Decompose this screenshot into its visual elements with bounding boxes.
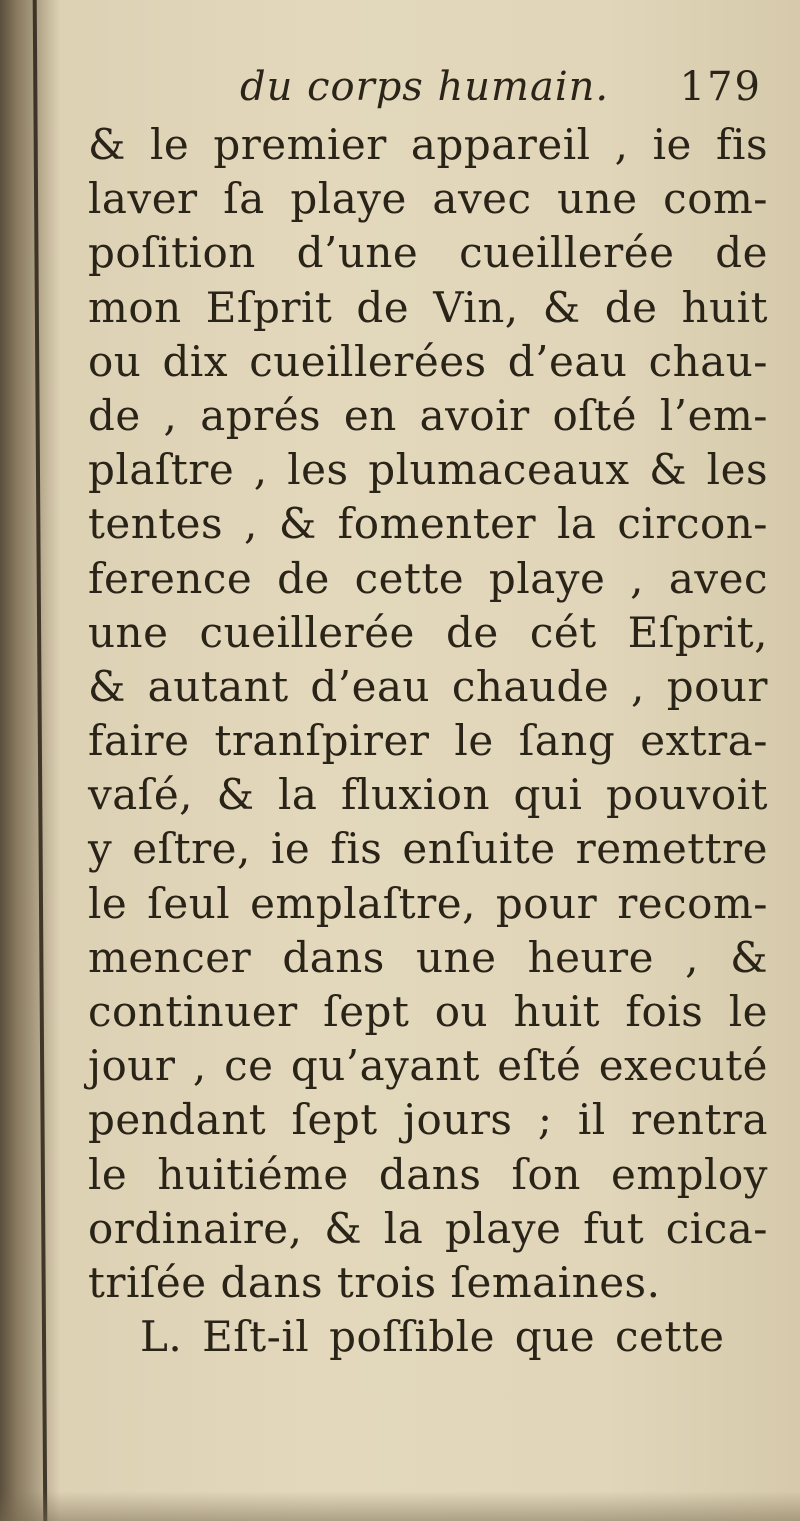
text-line: faire tranſpirer le ſang extra- [88,716,768,766]
text-line: vaſé, & la fluxion qui pouvoit [88,770,768,820]
text-line: continuer ſept ou huit fois le [88,987,768,1036]
text-line: le ſeul emplaſtre, pour recom- [88,878,768,928]
text-line: triſée dans trois ſemaines. [88,1257,661,1307]
text-line: pendant ſept jours ; il rentra [88,1095,768,1145]
binding-shadow [0,0,60,1521]
text-line: plaſtre , les plumaceaux & les [88,445,768,495]
page-number: 179 [679,64,762,110]
text-line: tentes , & fomenter la circon- [88,499,768,549]
text-line: ference de cette playe , avec [88,553,768,603]
text-line: poſition d’une cueillerée de [88,228,768,278]
text-line: mon Eſprit de Vin, & de huit [88,282,768,332]
text-line: laver ſa playe avec une com- [88,174,768,224]
text-line: ordinaire, & la playe fut cica- [88,1203,768,1253]
text-line: L. Eſt-il poſſible que cette [140,1312,725,1362]
text-line: le huitiéme dans ſon employ [88,1149,768,1199]
text-line: mencer dans une heure , & [88,932,768,982]
text-line: & le premier appareil , ie fis [88,120,768,169]
running-head [90,62,770,122]
text-line: jour , ce qu’ayant eſté executé [88,1041,768,1091]
text-line: ou dix cueillerées d’eau chau- [88,336,768,386]
text-line: y eſtre, ie fis enſuite remettre [88,824,768,874]
running-title: du corps humain. [240,64,610,110]
page-bottom-shadow [0,1491,800,1521]
text-line: & autant d’eau chaude , pour [88,661,768,711]
text-line: une cueillerée de cét Eſprit, [88,607,768,657]
text-body [88,118,768,1364]
text-line: de , aprés en avoir oſté l’em- [88,390,768,440]
